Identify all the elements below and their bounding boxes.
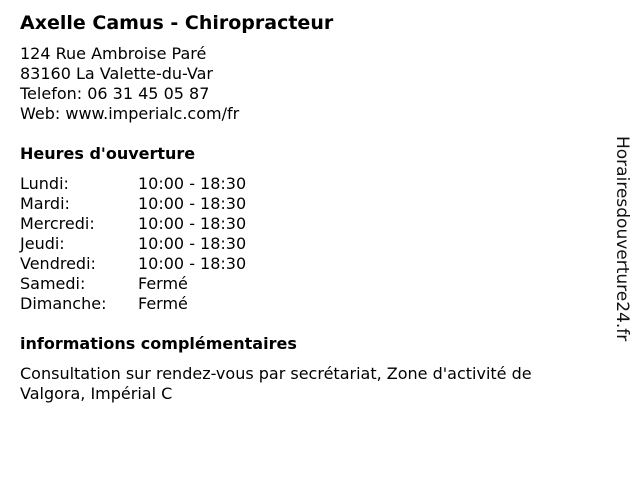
hours-row-friday	[20, 254, 246, 274]
time-value: 10:00 - 18:30	[138, 254, 247, 273]
day-label: Mercredi:	[20, 214, 95, 233]
time-value: 10:00 - 18:30	[138, 214, 247, 233]
hours-row-monday	[20, 174, 246, 194]
time-value: 10:00 - 18:30	[138, 234, 247, 253]
opening-hours-table	[20, 174, 246, 314]
hours-row-wednesday	[20, 214, 246, 234]
business-name: Axelle Camus - Chiropracteur	[20, 12, 334, 34]
additional-info-text: Consultation sur rendez-vous par secrétariat, Zone d'activité de Valgora, Impérial C	[20, 364, 532, 403]
time-value: 10:00 - 18:30	[138, 194, 247, 213]
day-label: Mardi:	[20, 194, 70, 213]
day-label: Vendredi:	[20, 254, 96, 273]
hours-row-saturday	[20, 274, 246, 294]
time-value: 10:00 - 18:30	[138, 174, 247, 193]
day-label: Dimanche:	[20, 294, 107, 313]
website: Web: www.imperialc.com/fr	[20, 104, 240, 123]
hours-row-tuesday	[20, 194, 246, 214]
time-value: Fermé	[138, 274, 188, 293]
day-label: Jeudi:	[20, 234, 65, 253]
hours-row-sunday	[20, 294, 246, 314]
site-watermark: Horairesdouverture24.fr	[612, 136, 632, 342]
time-value: Fermé	[138, 294, 188, 313]
hours-row-thursday	[20, 234, 246, 254]
day-label: Samedi:	[20, 274, 86, 293]
address-city: 83160 La Valette-du-Var	[20, 64, 213, 83]
phone-number: Telefon: 06 31 45 05 87	[20, 84, 210, 103]
opening-hours-heading: Heures d'ouverture	[20, 144, 196, 163]
additional-info-heading: informations complémentaires	[20, 334, 297, 353]
address-street: 124 Rue Ambroise Paré	[20, 44, 207, 63]
day-label: Lundi:	[20, 174, 69, 193]
contact-block	[20, 44, 239, 124]
